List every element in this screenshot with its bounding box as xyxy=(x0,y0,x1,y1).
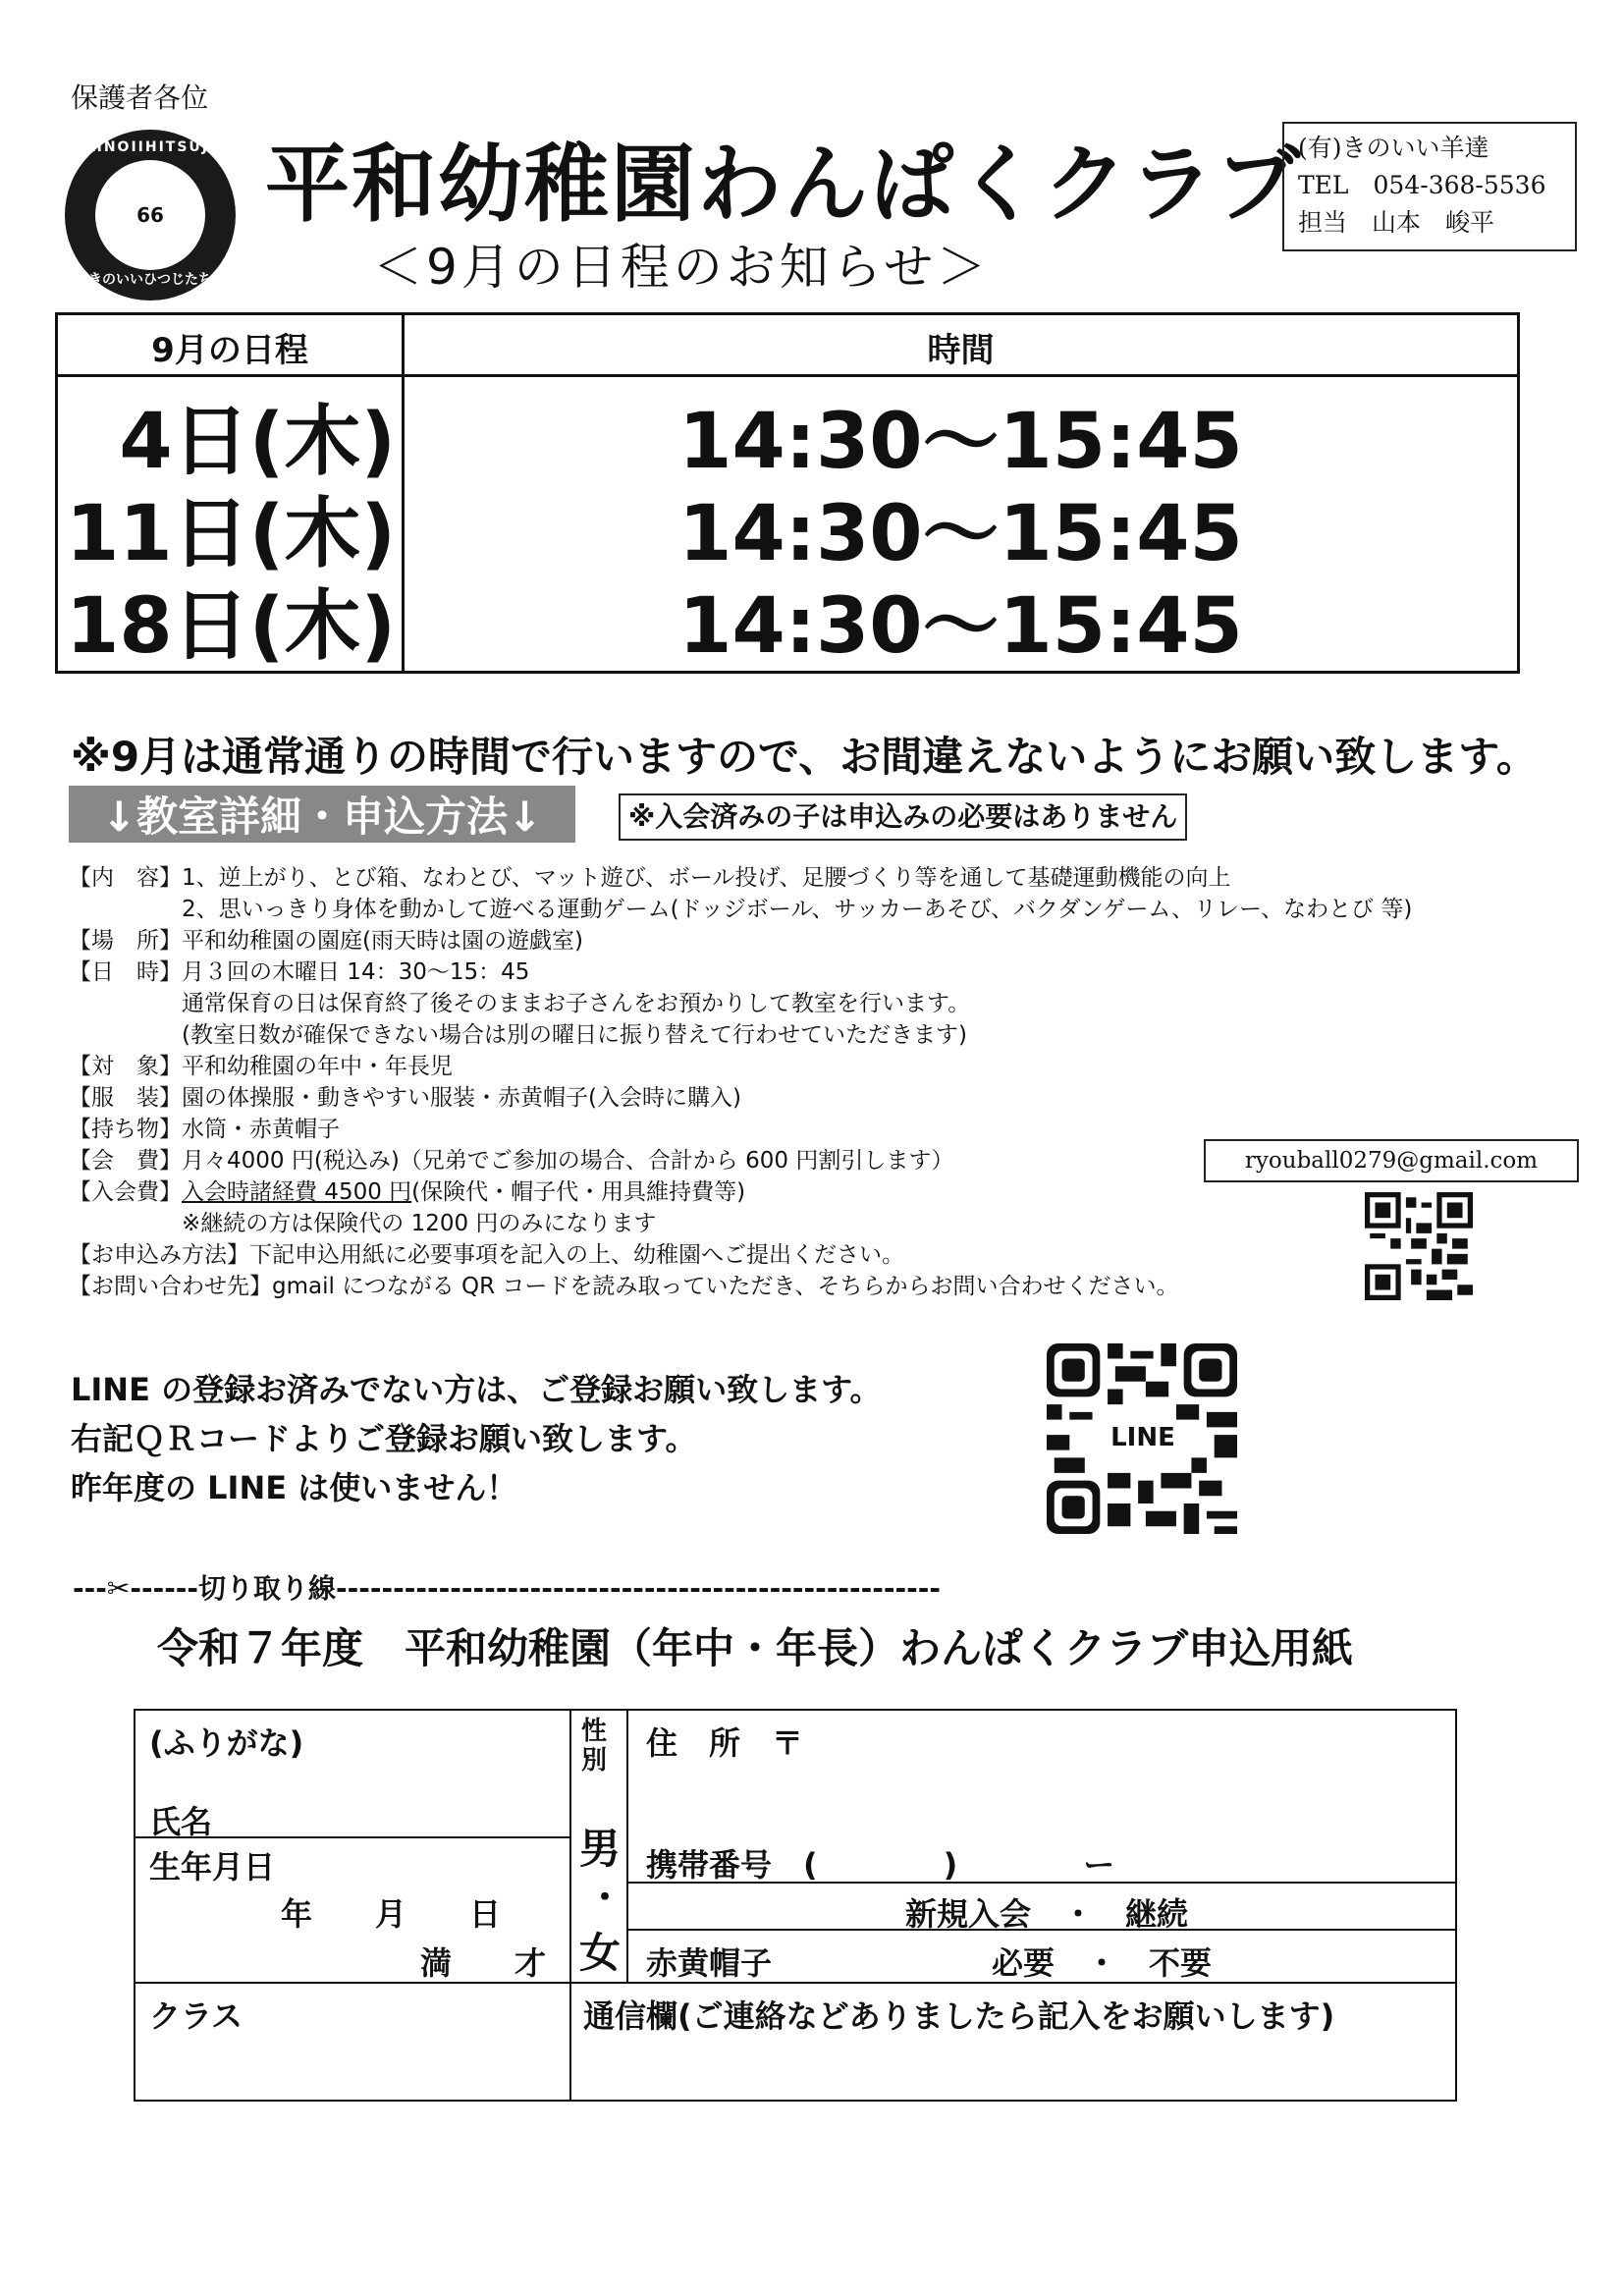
member-note: ※入会済みの子は申込みの必要はありません xyxy=(619,793,1187,841)
schedule-notice: ※9月は通常通りの時間で行いますので、お間違えないようにお願い致します。 xyxy=(71,733,1538,781)
detail-line: 通常保育の日は保育終了後そのままお子さんをお預かりして教室を行います。 xyxy=(69,991,971,1016)
contact-box xyxy=(1282,122,1577,251)
form-divider xyxy=(135,1982,1457,1984)
schedule-time: 14:30〜15:45 xyxy=(678,490,1243,578)
contact-email[interactable]: ryouball0279@gmail.com xyxy=(1204,1139,1579,1182)
detail-line: 【服 装】園の体操服・動きやすい服装・赤黄帽子(入会時に購入) xyxy=(69,1085,741,1111)
line-text: LINE の登録お済みでない方は、ご登録お願い致します。 xyxy=(71,1371,882,1408)
schedule-date: 18日(木) xyxy=(66,582,396,671)
logo-ring-text: KINOIIHITSUJI xyxy=(83,139,217,155)
page-title: 平和幼稚園わんぱくクラブ xyxy=(265,136,1302,234)
form-title: 令和７年度 平和幼稚園（年中・年長）わんぱくクラブ申込用紙 xyxy=(157,1624,1354,1672)
sex-separator: ・ xyxy=(587,1878,623,1918)
detail-line: 【持ち物】水筒・赤黄帽子 xyxy=(69,1117,340,1142)
line-text: 右記ＱＲコードよりご登録お願い致します。 xyxy=(71,1420,697,1457)
detail-line: 【お問い合わせ先】gmail につながる QR コードを読み取っていただき、そちらからお問い合わせください。 xyxy=(69,1274,1179,1299)
detail-line: 【お申込み方法】下記申込用紙に必要事項を記入の上、幼稚園へご提出ください。 xyxy=(69,1242,904,1268)
contact-person: 担当 山本 峻平 xyxy=(1298,208,1495,237)
details-banner: ↓教室詳細・申込方法↓ xyxy=(69,786,575,843)
schedule-row xyxy=(58,380,1517,486)
female-option[interactable]: 女 xyxy=(579,1929,622,1977)
detail-line: 【会 費】月々4000 円(税込み)（兄弟でご参加の場合、合計から 600 円割引します） xyxy=(69,1148,954,1174)
club-logo xyxy=(65,130,236,301)
form-divider xyxy=(569,1711,571,2102)
notes-label[interactable]: 通信欄(ご連絡などありましたら記入をお願いします) xyxy=(583,1997,1335,2035)
contact-company: (有)きのいい羊達 xyxy=(1298,134,1489,162)
addressee: 保護者各位 xyxy=(71,82,209,114)
fee-label: 【入会費】 xyxy=(69,1179,182,1205)
detail-line: 【内 容】1、逆上がり、とび箱、なわとび、マット遊び、ボール投げ、足腰づくり等を通して基礎運動機能の向上 xyxy=(69,865,1231,891)
age-field: 満 才 xyxy=(420,1944,547,1982)
sex-label: 性 別 xyxy=(581,1717,608,1776)
fee-rest: (保険代・帽子代・用具維持費等) xyxy=(411,1179,746,1205)
schedule-time: 14:30〜15:45 xyxy=(678,398,1243,486)
furigana-label: (ふりがな) xyxy=(149,1724,304,1762)
class-label[interactable]: クラス xyxy=(149,1997,244,2035)
schedule-col-date: 9月の日程 xyxy=(151,331,308,370)
hat-options[interactable]: 必要 ・ 不要 xyxy=(992,1944,1213,1982)
schedule-date: 4日(木) xyxy=(119,398,396,486)
schedule-col-time: 時間 xyxy=(927,331,995,370)
birthdate-label: 生年月日 xyxy=(149,1848,276,1886)
logo-bottom-text: きのいいひつじたち xyxy=(88,272,212,288)
schedule-table xyxy=(55,312,1520,674)
schedule-row xyxy=(58,472,1517,578)
detail-line: 2、思いっきり身体を動かして遊べる運動ゲーム(ドッジボール、サッカーあそび、バクダンゲーム、リレー、なわとび 等) xyxy=(69,897,1413,922)
detail-line: 【対 象】平和幼稚園の年中・年長児 xyxy=(69,1054,453,1079)
fee-line xyxy=(69,1176,745,1208)
hat-label: 赤黄帽子 xyxy=(646,1944,773,1982)
application-form xyxy=(134,1709,1457,2102)
phone-field[interactable]: 携帯番号 ( ) ー xyxy=(646,1846,1115,1884)
enroll-options[interactable]: 新規入会 ・ 継続 xyxy=(905,1895,1189,1933)
page-subtitle: ＜9月の日程のお知らせ＞ xyxy=(373,239,991,296)
fee-amount: 入会時諸経費 4500 円 xyxy=(182,1179,412,1205)
cut-line: ---✂------切り取り線----------------------------------------------------- xyxy=(73,1572,941,1605)
schedule-row xyxy=(58,565,1517,671)
line-text: 昨年度の LINE は使いません！ xyxy=(71,1469,518,1506)
email-qr-code-icon[interactable] xyxy=(1365,1192,1473,1300)
schedule-date: 11日(木) xyxy=(66,490,396,578)
male-option[interactable]: 男 xyxy=(579,1825,622,1873)
logo-center-text: 66 xyxy=(136,203,164,227)
detail-line: (教室日数が確保できない場合は別の曜日に振り替えて行わせていただきます) xyxy=(69,1022,967,1048)
detail-line: 【日 時】月３回の木曜日 14：30〜15：45 xyxy=(69,959,530,985)
form-divider xyxy=(626,1711,628,1982)
detail-line: 【場 所】平和幼稚園の園庭(雨天時は園の遊戯室) xyxy=(69,928,583,954)
line-badge: LINE xyxy=(1102,1422,1184,1453)
name-label: 氏名 xyxy=(149,1803,213,1840)
schedule-time: 14:30〜15:45 xyxy=(678,582,1243,671)
birthdate-fields: 年 月 日 xyxy=(281,1895,502,1933)
sheep-icon xyxy=(95,160,205,270)
detail-line: ※継続の方は保険代の 1200 円のみになります xyxy=(69,1211,657,1236)
address-label[interactable]: 住 所 〒 xyxy=(646,1724,804,1762)
contact-phone: TEL 054-368-5536 xyxy=(1298,171,1546,199)
